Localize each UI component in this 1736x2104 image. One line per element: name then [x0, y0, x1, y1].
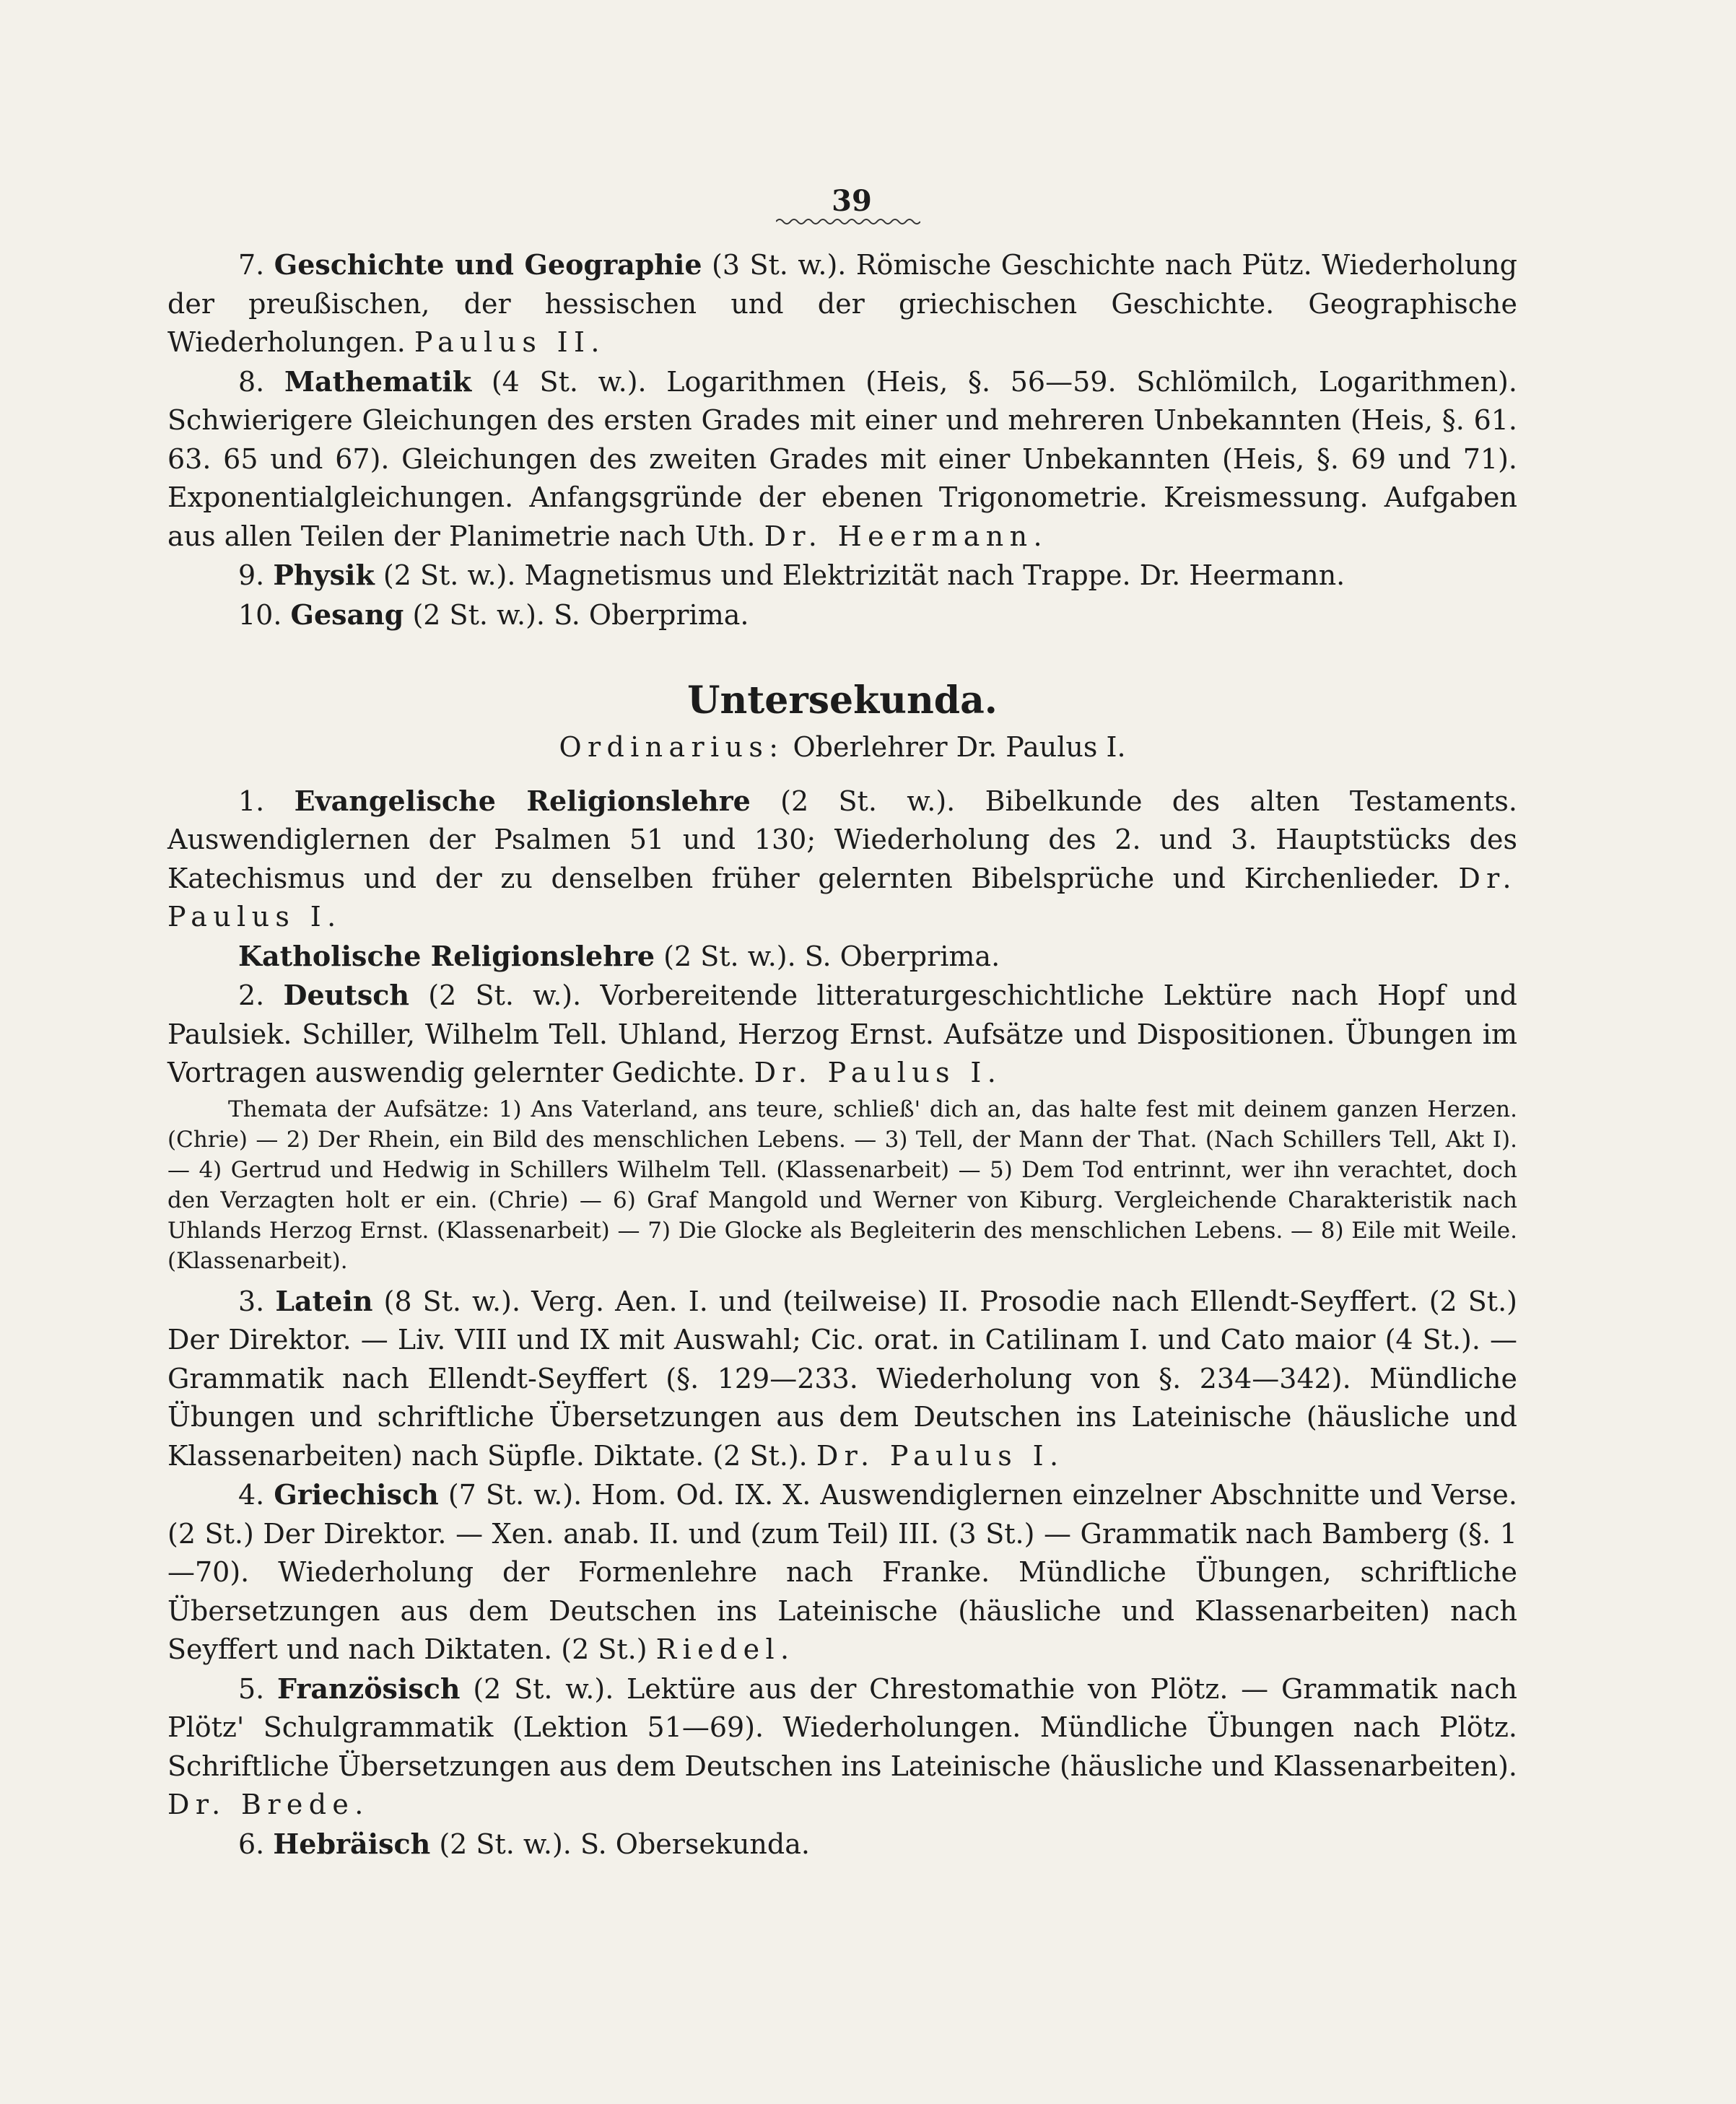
page-number: 39 — [832, 184, 872, 218]
page-number-ornament — [776, 217, 920, 227]
teacher-name: Dr. Brede. — [167, 1789, 370, 1820]
subject-title: Griechisch — [274, 1478, 439, 1511]
subject-title: Latein — [275, 1284, 373, 1317]
subject-deutsch: 2. Deutsch (2 St. w.). Vorbereitende litteraturgeschichtliche Lektüre nach Hopf und Paulsiek. Schiller, Wilhelm Tell. Uhland, Herzog Ernst. Aufsätze und Dispositionen. Übungen im Vortragen auswendig gelernter Gedichte. Dr. Paulus I. — [167, 979, 1517, 1088]
ordinarius-value: Oberlehrer Dr. Paulus I. — [793, 731, 1126, 763]
ordinarius-line — [167, 728, 1517, 767]
subject-kath-religion: Katholische Religionslehre (2 St. w.). S. Oberprima. — [238, 939, 1000, 972]
subject-griechisch: 4. Griechisch (7 St. w.). Hom. Od. IX. X. Auswendiglernen einzelner Abschnitte und Verse. (2 St.) Der Direktor. — Xen. anab. II. und (zum Teil) III. (3 St.) — Grammatik nach Bamberg (§. 1—70). Wiederholung der Formenlehre nach Franke. Mündliche Übungen, schriftliche Übersetzungen aus dem Deutschen ins Lateinische (häusliche und Klassenarbeiten) nach Seyffert und nach Diktaten. (2 St.) Riedel. — [167, 1478, 1517, 1665]
teacher-name: Dr. Paulus I. — [754, 1057, 1003, 1088]
teacher-name: Dr. Paulus I. — [167, 862, 1517, 933]
subject-ev-religion: 1. Evangelische Religionslehre (2 St. w.). Bibelkunde des alten Testaments. Auswendiglernen der Psalmen 51 und 130; Wiederholung des 2. und 3. Hauptstücks des Katechismus und der zu denselben früher gelernten Bibelsprüche und Kirchenlieder. Dr. Paulus I. — [167, 784, 1517, 933]
subject-gesang: 10. Gesang (2 St. w.). S. Oberprima. — [238, 598, 749, 631]
teacher-name: Dr. Paulus I. — [816, 1439, 1065, 1472]
subject-title: Evangelische Religionslehre — [294, 784, 751, 817]
subject-title: Katholische Religionslehre — [238, 939, 655, 972]
subject-mathematik: 8. Mathematik (4 St. w.). Logarithmen (Heis, §. 56—59. Schlömilch, Logarithmen). Schwierigere Gleichungen des ersten Grades mit einer und mehreren Unbekannten (Heis, §. 61. 63. 65 und 67). Gleichungen des zweiten Grades mit einer Unbekannten (Heis, §. 69 und 71). Exponentialgleichungen. Anfangsgründe der ebenen Trigonometrie. Kreismessung. Aufgaben aus allen Teilen der Planimetrie nach Uth. Dr. Heermann. — [167, 365, 1517, 552]
subject-title: Geschichte und Geographie — [274, 248, 702, 281]
subject-geschichte: 7. Geschichte und Geographie (3 St. w.). Römische Geschichte nach Pütz. Wiederholung der preußischen, der hessischen und der griechischen Geschichte. Geographische Wiederholungen. Paulus II. — [167, 248, 1517, 358]
section-title: Untersekunda. — [687, 678, 998, 723]
teacher-name: Riedel. — [655, 1633, 795, 1665]
subject-physik: 9. Physik (2 St. w.). Magnetismus und Elektrizität nach Trappe. Dr. Heermann. — [238, 559, 1345, 591]
subject-title: Hebräisch — [273, 1827, 431, 1860]
page-content — [167, 245, 1517, 1864]
ordinarius-label: Ordinarius: — [559, 731, 785, 763]
teacher-name: Dr. Heermann. — [764, 520, 1048, 552]
subject-title: Mathematik — [284, 365, 472, 398]
subject-title: Deutsch — [283, 979, 410, 1011]
teacher-name: Dr. Heermann. — [1139, 559, 1345, 591]
subject-title: Physik — [273, 559, 375, 591]
essay-topics: Themata der Aufsätze: 1) Ans Vaterland, ans teure, schließ' dich an, das halte fest mit deinem ganzen Herzen. (Chrie) — 2) Der Rhein, ein Bild des menschlichen Lebens. — 3) Tell, der Mann der That. (Nach Schillers Tell, Akt I). — 4) Gertrud und Hedwig in Schillers Wilhelm Tell. (Klassenarbeit) — 5) Dem Tod entrinnt, wer ihn verachtet, doch den Verzagten holt er ein. (Chrie) — 6) Graf Mangold und Werner von Kiburg. Vergleichende Charakteristik nach Uhlands Herzog Ernst. (Klassenarbeit) — 7) Die Glocke als Begleiterin des menschlichen Lebens. — 8) Eile mit Weile. (Klassenarbeit). — [167, 1096, 1517, 1274]
subject-latein: 3. Latein (8 St. w.). Verg. Aen. I. und (teilweise) II. Prosodie nach Ellendt-Seyffert. (2 St.) Der Direktor. — Liv. VIII und IX mit Auswahl; Cic. orat. in Catilinam I. und Cato maior (4 St.). — Grammatik nach Ellendt-Seyffert (§. 129—233. Wiederholung von §. 234—342). Mündliche Übungen und schriftliche Übersetzungen aus dem Deutschen ins Lateinische (häusliche und Klassenarbeiten) nach Süpfle. Diktate. (2 St.). Dr. Paulus I. — [167, 1284, 1517, 1472]
subject-title: Gesang — [290, 598, 404, 631]
subject-title: Französisch — [277, 1672, 461, 1705]
subject-hebraeisch: 6. Hebräisch (2 St. w.). S. Obersekunda. — [238, 1827, 810, 1860]
teacher-name: Paulus II. — [414, 326, 606, 358]
subject-franzoesisch: 5. Französisch (2 St. w.). Lektüre aus der Chrestomathie von Plötz. — Grammatik nach Plötz' Schulgrammatik (Lektion 51—69). Wiederholungen. Mündliche Übungen nach Plötz. Schriftliche Übersetzungen aus dem Deutschen ins Lateinische (häusliche und Klassenarbeiten). Dr. Brede. — [167, 1672, 1517, 1820]
